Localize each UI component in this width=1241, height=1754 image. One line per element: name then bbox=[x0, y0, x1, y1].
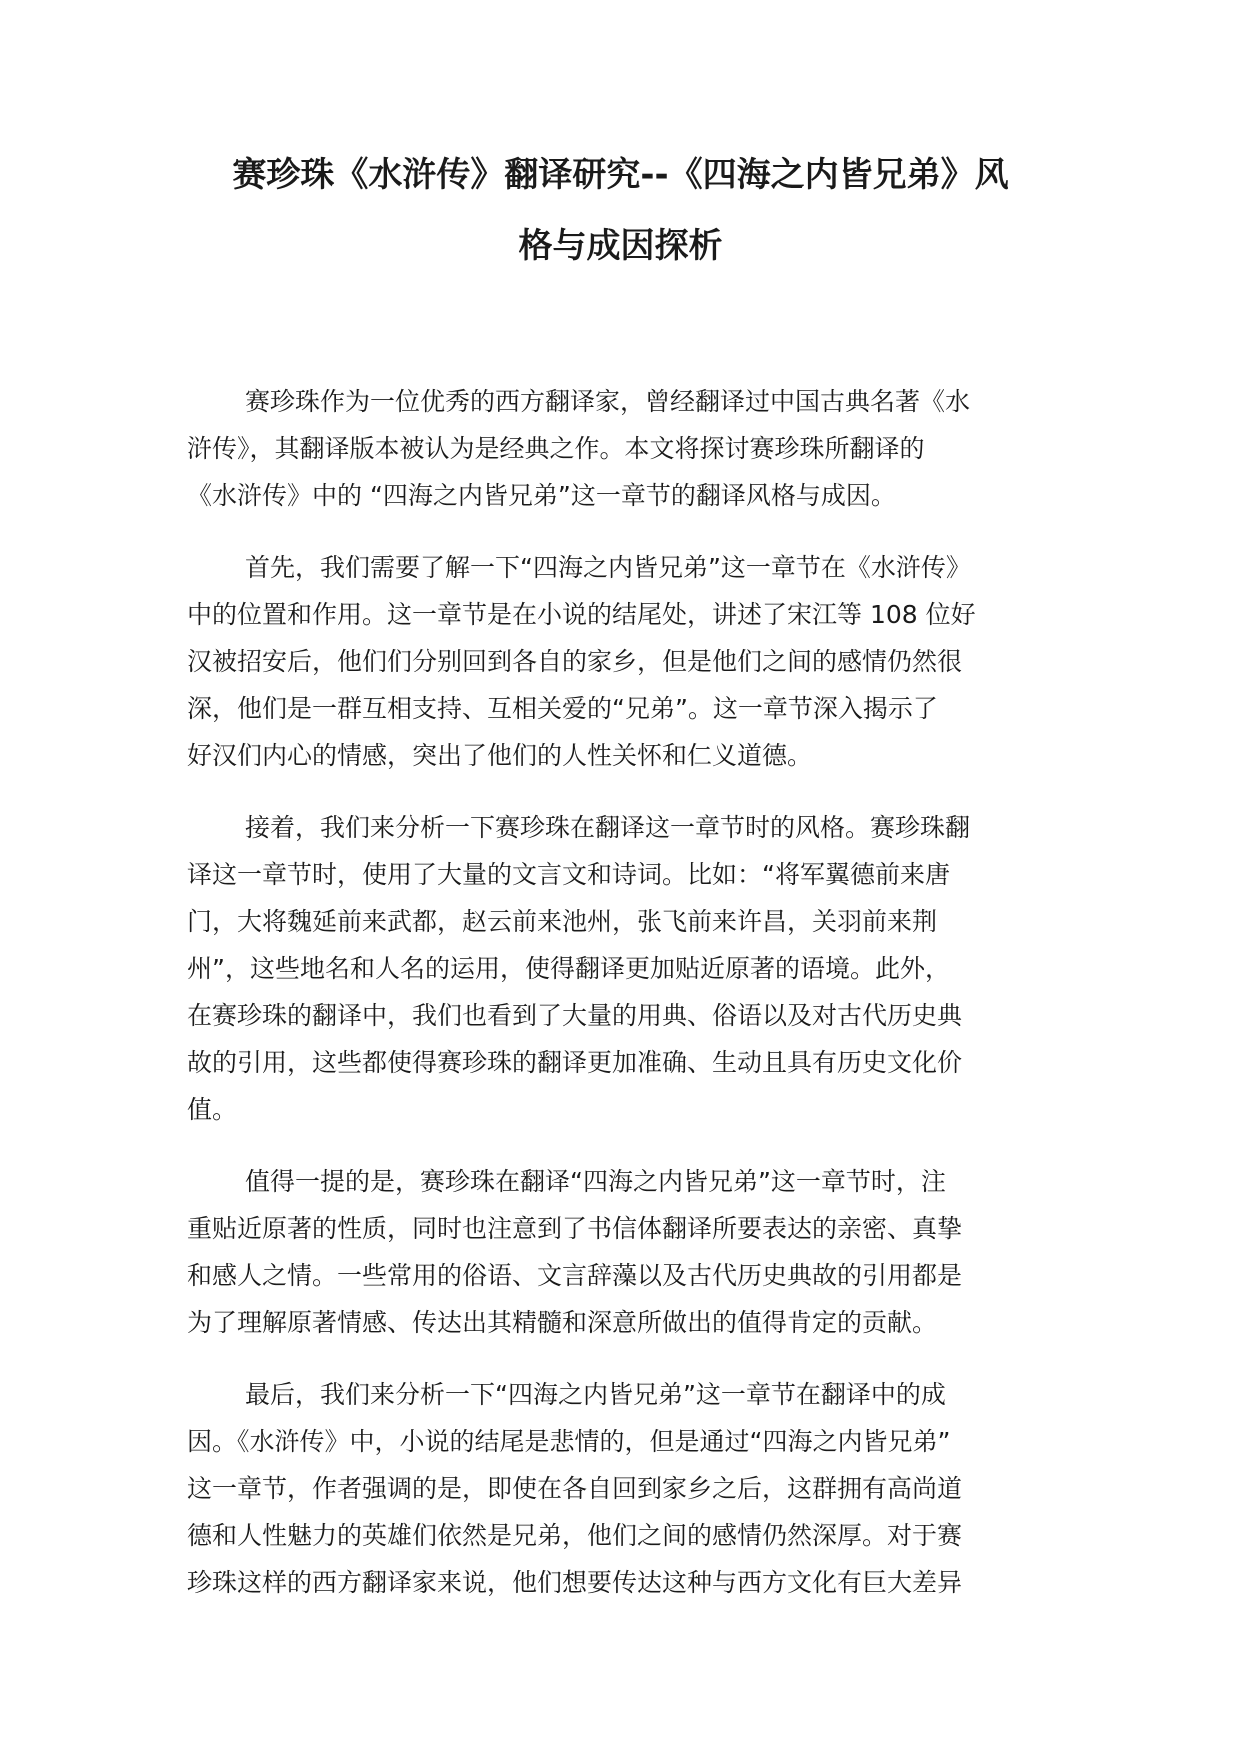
text-line: 译这一章节时，使用了大量的文言文和诗词。比如：“将军翼德前来唐 bbox=[187, 860, 950, 889]
paragraph-2 bbox=[187, 544, 1057, 779]
text-line: 赛珍珠作为一位优秀的西方翻译家，曾经翻译过中国古典名著《水 bbox=[245, 387, 971, 416]
text-line: 这一章节，作者强调的是，即使在各自回到家乡之后，这群拥有高尚道 bbox=[187, 1474, 963, 1503]
paragraph-5 bbox=[187, 1371, 1057, 1606]
text-line: 珍珠这样的西方翻译家来说，他们想要传达这种与西方文化有巨大差异 bbox=[187, 1568, 963, 1597]
text-line: 德和人性魅力的英雄们依然是兄弟，他们之间的感情仍然深厚。对于赛 bbox=[187, 1521, 963, 1550]
text-line: 《水浒传》中的 “四海之内皆兄弟”这一章节的翻译风格与成因。 bbox=[187, 481, 896, 510]
text-line: 值。 bbox=[187, 1095, 238, 1124]
document-body bbox=[187, 378, 1057, 1631]
text-line: 首先，我们需要了解一下“四海之内皆兄弟”这一章节在《水浒传》 bbox=[245, 553, 971, 582]
text-line: 州”，这些地名和人名的运用，使得翻译更加贴近原著的语境。此外， bbox=[187, 954, 950, 983]
text-line: 和感人之情。一些常用的俗语、文言辞藻以及古代历史典故的引用都是 bbox=[187, 1261, 963, 1290]
text-line: 在赛珍珠的翻译中，我们也看到了大量的用典、俗语以及对古代历史典 bbox=[187, 1001, 963, 1030]
text-line: 浒传》，其翻译版本被认为是经典之作。本文将探讨赛珍珠所翻译的 bbox=[187, 434, 925, 463]
paragraph-3 bbox=[187, 804, 1057, 1133]
text-line: 好汉们内心的情感，突出了他们的人性关怀和仁义道德。 bbox=[187, 741, 813, 770]
title-line: 赛珍珠《水浒传》翻译研究--《四海之内皆兄弟》风 bbox=[232, 155, 1009, 195]
text-line: 中的位置和作用。这一章节是在小说的结尾处，讲述了宋江等 108 位好 bbox=[187, 600, 976, 629]
paragraph-4 bbox=[187, 1158, 1057, 1346]
text-line: 故的引用，这些都使得赛珍珠的翻译更加准确、生动且具有历史文化价 bbox=[187, 1048, 963, 1077]
text-line: 接着，我们来分析一下赛珍珠在翻译这一章节时的风格。赛珍珠翻 bbox=[245, 813, 971, 842]
text-line: 最后，我们来分析一下“四海之内皆兄弟”这一章节在翻译中的成 bbox=[245, 1380, 946, 1409]
text-line: 重贴近原著的性质，同时也注意到了书信体翻译所要表达的亲密、真挚 bbox=[187, 1214, 963, 1243]
text-line: 汉被招安后，他们们分别回到各自的家乡，但是他们之间的感情仍然很 bbox=[187, 647, 963, 676]
text-line: 门，大将魏延前来武都，赵云前来池州，张飞前来许昌，关羽前来荆 bbox=[187, 907, 938, 936]
text-line: 因。《水浒传》中，小说的结尾是悲情的，但是通过“四海之内皆兄弟” bbox=[187, 1427, 951, 1456]
document-title bbox=[150, 150, 1091, 292]
text-line: 深，他们是一群互相支持、互相关爱的“兄弟”。这一章节深入揭示了 bbox=[187, 694, 938, 723]
title-line: 格与成因探析 bbox=[518, 226, 723, 266]
text-line: 为了理解原著情感、传达出其精髓和深意所做出的值得肯定的贡献。 bbox=[187, 1308, 938, 1337]
paragraph-1 bbox=[187, 378, 1057, 519]
text-line: 值得一提的是，赛珍珠在翻译“四海之内皆兄弟”这一章节时，注 bbox=[245, 1167, 946, 1196]
